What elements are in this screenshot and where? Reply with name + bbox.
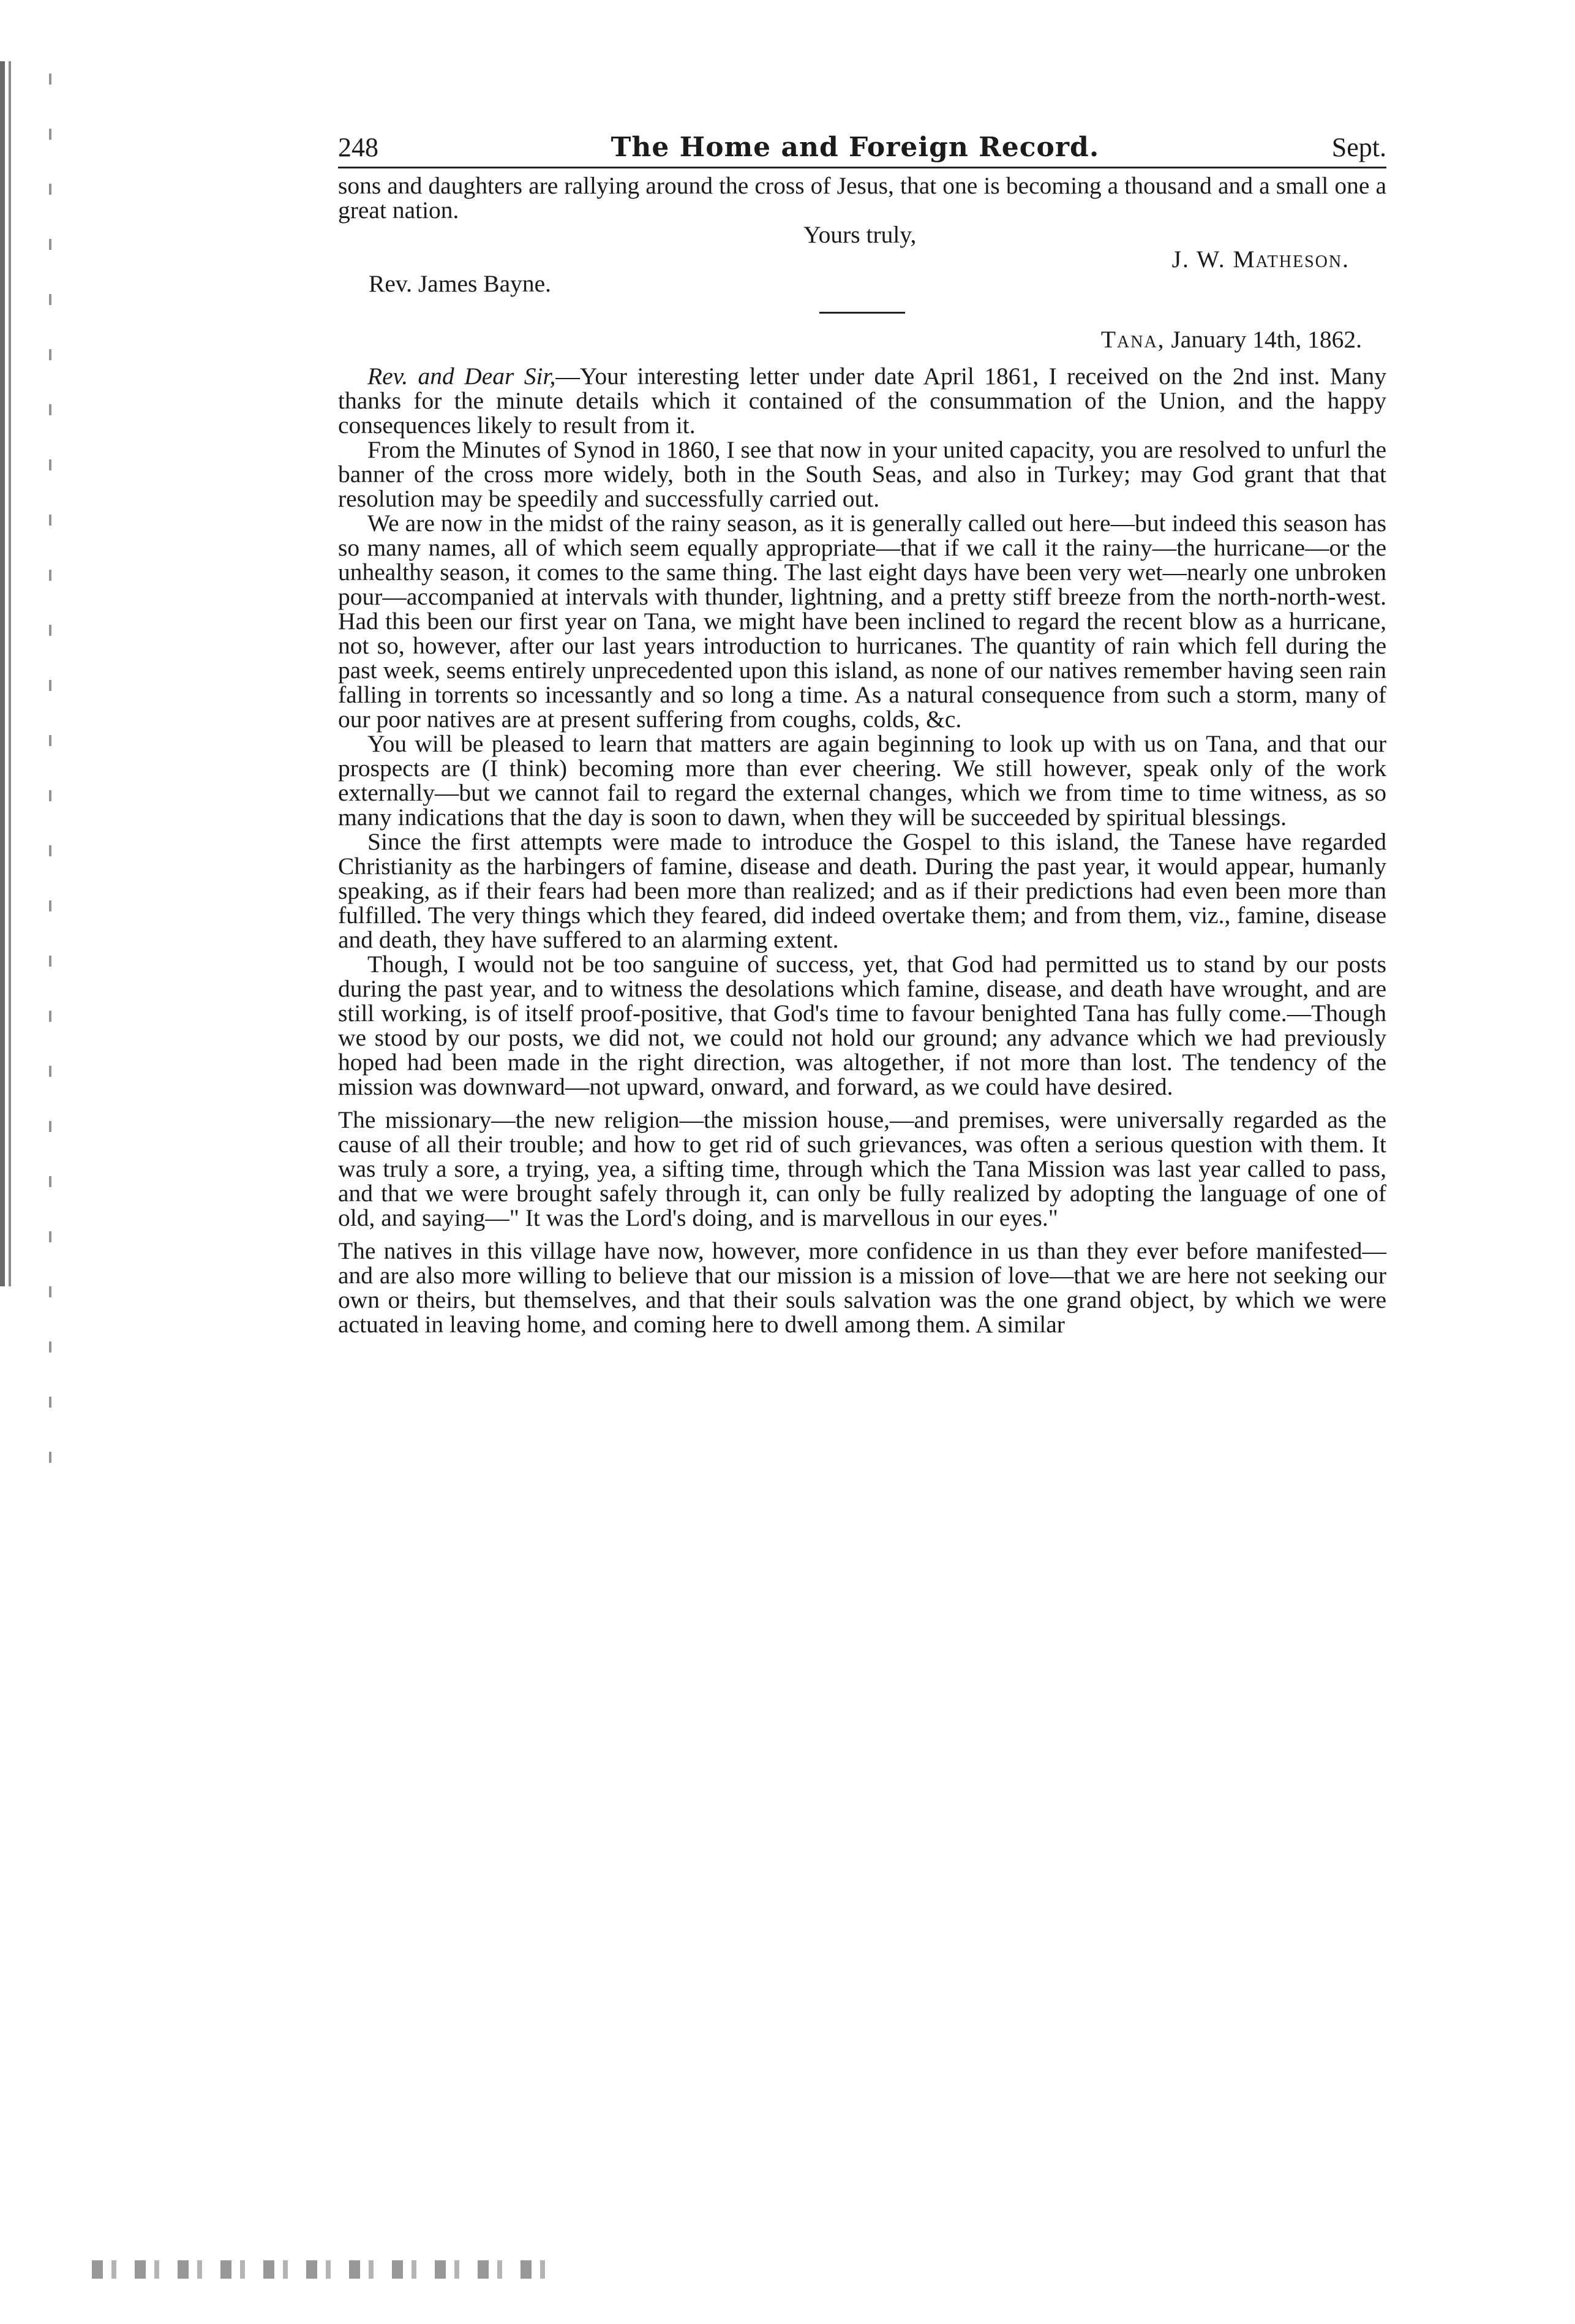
margin-scan-marks: [37, 74, 67, 1482]
letter1-closing-text: sons and daughters are rallying around the cross of Jesus, that one is becoming a thousand and a small one a great nation.: [338, 172, 1386, 224]
letter1-addressee: Rev. James Bayne.: [369, 270, 552, 297]
letter2-paragraph-6: Though, I would not be too sanguine of success, yet, that God had permitted us to stand by our posts during the past year, and to witness the desolations which famine, disease, and death have wrought, and are still working, is of itself proof-positive, that God's time to favour benighted Tana has fully come.—Though we stood by our posts, we did not, we could not hold our ground; any advance which we had previously hoped had been made in the right direction, was altogether, if not more than lost. The tendency of the mission was downward—not upward, onward, and forward, as we could have desired.: [338, 951, 1386, 1100]
letter2-paragraph-7: The missionary—the new religion—the mission house,—and premises, were universally regarded as the cause of all their trouble; and how to get rid of such grievances, was often a serious question with them. It was truly a sore, a trying, yea, a sifting time, through which the Tana Mission was last year called to pass, and that we were brought safely through it, can only be fully realized by adopting the language of one of old, and saying—" It was the Lord's doing, and is marvellous in our eyes.": [338, 1106, 1386, 1231]
paragraph-1-text: —Your interesting letter under date April 1861, I received on the 2nd inst. Many thanks for the minute details which it contained of the consummation of the Union, and the happy consequences likely to result from it.: [338, 363, 1386, 439]
page-binding-shadow: [0, 61, 26, 1286]
issue-month: Sept.: [1331, 132, 1386, 162]
bottom-scan-smudge: [92, 2260, 557, 2279]
page-body: [338, 132, 1386, 1337]
letter1-valediction: Yours truly,: [803, 221, 917, 248]
salutation: Rev. and Dear Sir,: [367, 363, 556, 390]
section-divider: [819, 312, 905, 314]
letter1-signature: J. W. Matheson.: [1171, 246, 1350, 273]
letter2-paragraph-3: We are now in the midst of the rainy season, as it is generally called out here—but indeed this season has so many names, all of which seem equally appropriate—that if we call it the rainy—the hurricane—or the unhealthy season, it comes to the same thing. The last eight days have been very wet—nearly one unbroken pour—accompanied at intervals with thunder, lightning, and a pretty stiff breeze from the north-north-west. Had this been our first year on Tana, we might have been inclined to regard the recent blow as a hurricane, not so, however, after our last years introduction to hurricanes. The quantity of rain which fell during the past week, seems entirely unprecedented upon this island, as none of our natives remember having seen rain falling in torrents so incessantly and so long a time. As a natural consequence from such a storm, many of our poor natives are at present suffering from coughs, colds, &c.: [338, 510, 1386, 733]
dateline-place: Tana,: [1100, 326, 1165, 353]
page-number: 248: [338, 132, 378, 162]
running-title: The Home and Foreign Record.: [611, 132, 1100, 163]
letter2-paragraph-1: [338, 364, 1386, 437]
running-header: [338, 132, 1386, 168]
letter2-dateline: [338, 326, 1386, 353]
letter2-paragraph-5: Since the first attempts were made to introduce the Gospel to this island, the Tanese have regarded Christianity as the harbingers of famine, disease and death. During the past year, it would appear, humanly speaking, as if their fears had been more than realized; and as if their predictions had even been more than fulfilled. The very things which they feared, did indeed overtake them; and from them, viz., famine, disease and death, they have suffered to an alarming extent.: [338, 828, 1386, 953]
letter2-paragraph-8: The natives in this village have now, however, more confidence in us than they ever before manifested—and are also more willing to believe that our mission is a mission of love—that we are here not seeking our own or theirs, but themselves, and that their souls salvation was the one grand object, by which we were actuated in leaving home, and coming here to dwell among them. A similar: [338, 1237, 1386, 1338]
dateline-date: January 14th, 1862.: [1165, 326, 1362, 353]
letter2-paragraph-4: You will be pleased to learn that matters are again beginning to look up with us on Tana, and that our prospects are (I think) becoming more than ever cheering. We still however, speak only of the work externally—but we cannot fail to regard the external changes, which we from time to time witness, as so many indications that the day is soon to dawn, when they will be succeeded by spiritual blessings.: [338, 730, 1386, 831]
letter2-paragraph-2: From the Minutes of Synod in 1860, I see that now in your united capacity, you are resolved to unfurl the banner of the cross more widely, both in the South Seas, and also in Turkey; may God grant that that resolution may be speedily and successfully carried out.: [338, 436, 1386, 512]
